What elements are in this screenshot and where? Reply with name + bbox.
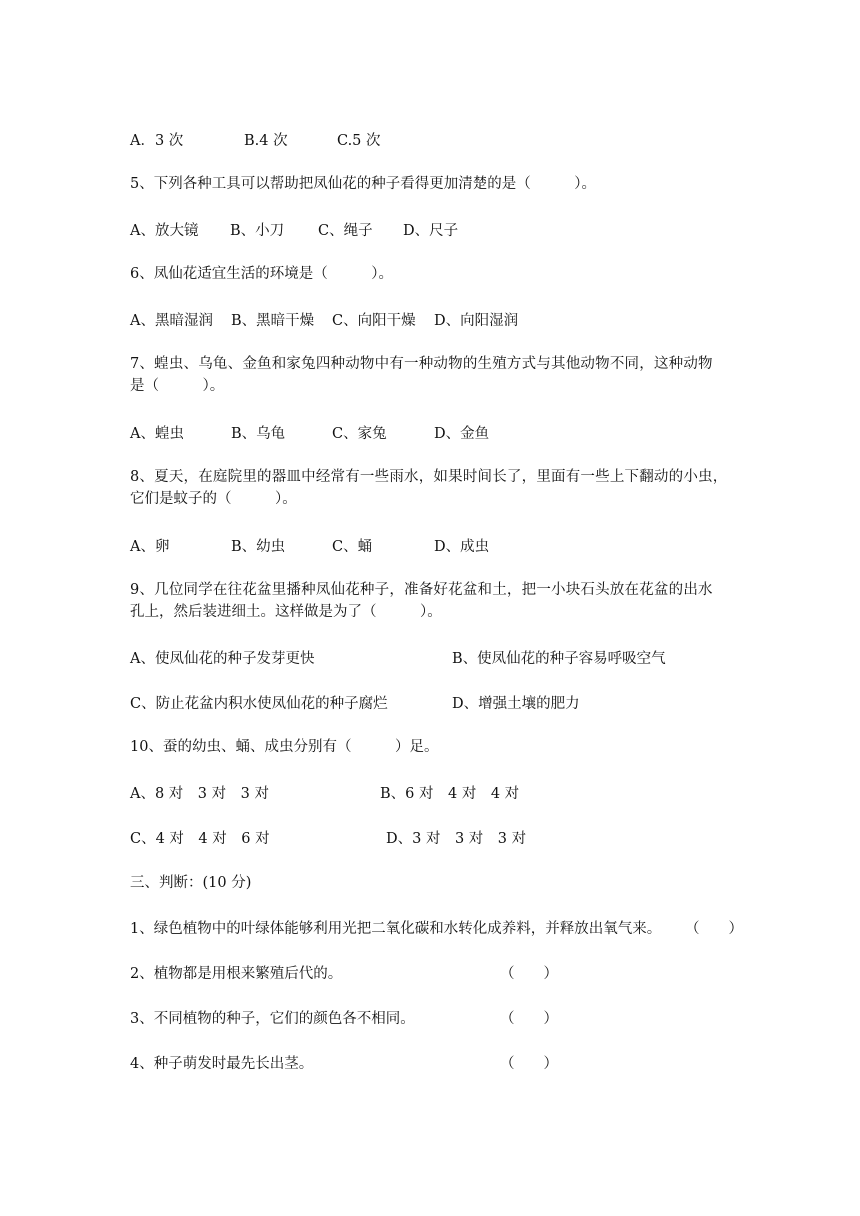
- option-d: D、尺子: [403, 223, 459, 239]
- q10-options-row-2: [130, 827, 750, 847]
- judgment-text: 4、种子萌发时最先长出茎。: [130, 1056, 314, 1072]
- option-a: A、使凤仙花的种子发芽更快: [130, 651, 315, 667]
- judgment-text: 3、不同植物的种子，它们的颜色各不相同。: [130, 1011, 415, 1027]
- question-8-line-1: 8、夏天，在庭院里的器皿中经常有一些雨水，如果时间长了，里面有一些上下翻动的小虫，: [130, 469, 728, 485]
- answer-blank: （ ）: [500, 966, 558, 982]
- judgment-item-1: [130, 917, 750, 937]
- option-b: B、小刀: [230, 223, 285, 239]
- judgment-text: 2、植物都是用根来繁殖后代的。: [130, 966, 343, 982]
- judgment-item-3: [130, 1007, 750, 1027]
- option-a: A、放大镜: [130, 223, 199, 239]
- option-b: B、乌龟: [231, 426, 286, 442]
- option-c: C、4 对 4 对 6 对: [130, 831, 270, 847]
- judgment-item-2: [130, 962, 750, 982]
- q9-options-row-1: [130, 647, 750, 667]
- question-10: 10、蚕的幼虫、蛹、成虫分别有（ ）足。: [130, 739, 439, 755]
- section-3-heading: 三、判断：(10 分): [130, 875, 252, 891]
- q10-options-row-1: [130, 782, 750, 802]
- option-b: B、幼虫: [231, 539, 286, 555]
- q4-options: [130, 129, 750, 149]
- question-9-line-2: 孔上，然后装进细土。这样做是为了（ ）。: [130, 604, 442, 620]
- option-b: B.4 次: [244, 133, 288, 149]
- option-c: C、防止花盆内积水使凤仙花的种子腐烂: [130, 696, 388, 712]
- question-7-line-1: 7、蝗虫、乌龟、金鱼和家兔四种动物中有一种动物的生殖方式与其他动物不同，这种动物: [130, 356, 713, 372]
- option-c: C、家兔: [332, 426, 387, 442]
- option-d: D、3 对 3 对 3 对: [386, 831, 527, 847]
- question-5: 5、下列各种工具可以帮助把凤仙花的种子看得更加清楚的是（ ）。: [130, 176, 596, 192]
- option-d: D、增强土壤的肥力: [452, 696, 580, 712]
- option-a: A、黑暗湿润: [130, 313, 213, 329]
- q8-options: [130, 535, 750, 555]
- q7-options: [130, 422, 750, 442]
- option-c: C、向阳干燥: [332, 313, 416, 329]
- judgment-text: 1、绿色植物中的叶绿体能够利用光把二氧化碳和水转化成养料，并释放出氧气来。: [130, 921, 662, 937]
- judgment-item-4: [130, 1052, 750, 1072]
- option-c: C、绳子: [318, 223, 373, 239]
- question-6: 6、凤仙花适宜生活的环境是（ ）。: [130, 266, 393, 282]
- option-c: C、蛹: [332, 539, 373, 555]
- option-a: A．3 次: [130, 133, 184, 149]
- option-a: A、8 对 3 对 3 对: [130, 786, 269, 802]
- question-8-line-2: 它们是蚊子的（ ）。: [130, 491, 297, 507]
- question-7-line-2: 是（ ）。: [130, 378, 225, 394]
- answer-blank: （ ）: [500, 1056, 558, 1072]
- question-9-line-1: 9、几位同学在往花盆里播种凤仙花种子，准备好花盆和土，把一小块石头放在花盆的出水: [130, 582, 713, 598]
- option-b: B、黑暗干燥: [231, 313, 315, 329]
- q9-options-row-2: [130, 692, 750, 712]
- q5-options: [130, 219, 750, 239]
- option-a: A、卵: [130, 539, 170, 555]
- q6-options: [130, 309, 750, 329]
- option-c: C.5 次: [337, 133, 381, 149]
- answer-blank: （ ）: [500, 1011, 558, 1027]
- option-d: D、向阳湿润: [434, 313, 519, 329]
- option-d: D、成虫: [434, 539, 490, 555]
- answer-blank: （ ）: [685, 921, 743, 937]
- option-a: A、蝗虫: [130, 426, 184, 442]
- option-b: B、6 对 4 对 4 对: [380, 786, 520, 802]
- option-d: D、金鱼: [434, 426, 490, 442]
- option-b: B、使凤仙花的种子容易呼吸空气: [452, 651, 666, 667]
